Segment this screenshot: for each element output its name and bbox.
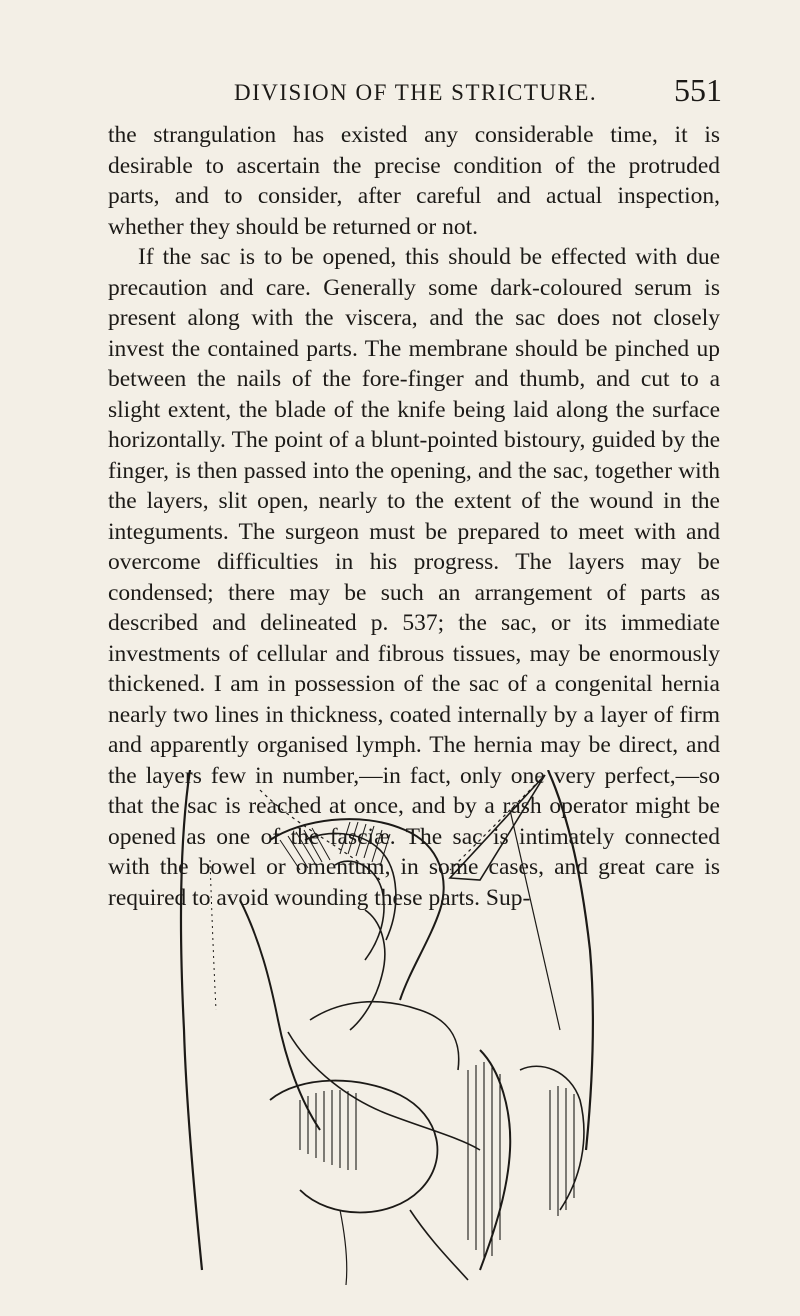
engraving-hand-bistoury-hernia-icon <box>150 770 650 1290</box>
paragraph-1: the strangulation has existed any considerable time, it is desirable to ascertain the precise condition of the protruded parts, and to consider, after careful and actual inspection, whether they should be returned or not. <box>108 122 720 240</box>
surgical-engraving-figure <box>150 770 650 1290</box>
page-number: 551 <box>674 72 722 108</box>
paragraph-2: If the sac is to be opened, this should be effected with due precaution and care. Generally some dark-coloured serum is present along with the viscera, and the sac does not closely invest the contained parts. The membrane should be pinched up between the nails of the fore-finger and thumb, and cut to a slight extent, the blade of the knife being laid along the surface horizontally. The point of a blunt-pointed bistoury, guided by the finger, is then passed into the opening, and the sac, together with the layers, slit open, nearly to the extent of the wound in the integuments. The surgeon must be prepared to meet with and overcome difficulties in his progress. The layers may be condensed; there may be such an arrangement of parts as described and delineated p. 537; the sac, or its immediate investments of cellular and fibrous tissues, may be enormously thickened. I am in possession of the sac of a congenital hernia nearly two lines in thickness, coated internally by a layer of firm and apparently organised lymph. The hernia may be direct, and the layers few in number,—in fact, only one very perfect,—so that the sac is reached at once, and by a rash operator might be opened as one of the fasciæ. The sac is intimately connected with the bowel or omentum, in some cases, and great care is required to avoid wounding these parts. Sup- <box>108 244 720 911</box>
running-title: DIVISION OF THE STRICTURE. <box>234 80 598 105</box>
